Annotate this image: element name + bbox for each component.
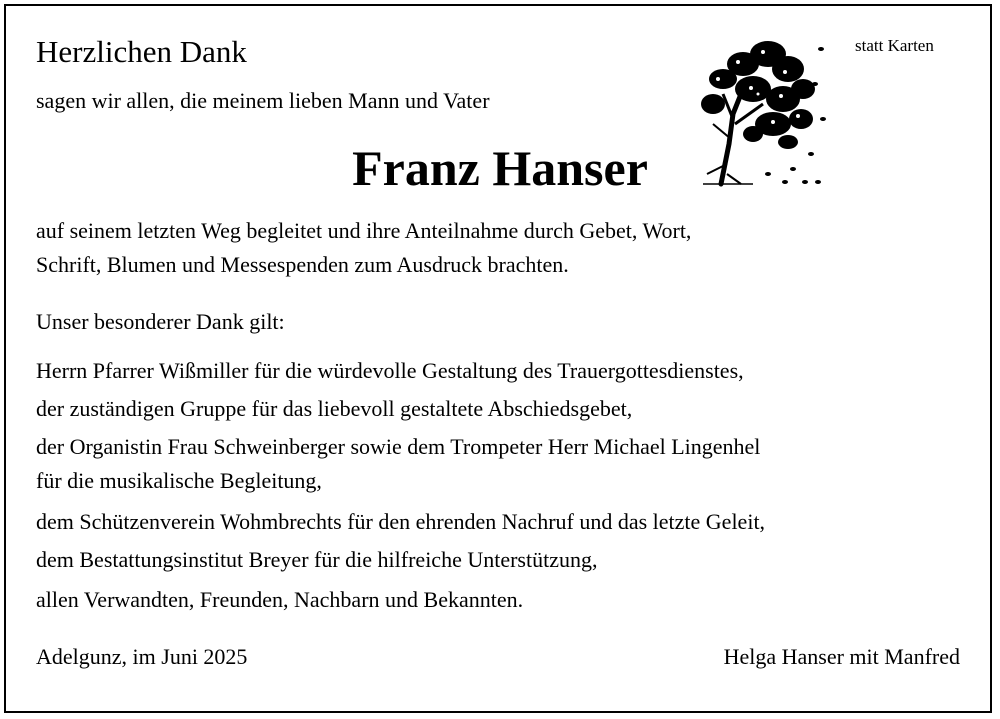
stamp-text: statt Karten [855, 36, 934, 55]
thanks-line: der Organistin Frau Schweinberger sowie dem Trompeter Herr Michael Lingenhel [36, 434, 761, 459]
intro-text: sagen wir allen, die meinem lieben Mann und Vater [36, 88, 490, 113]
thanks-line: dem Bestattungsinstitut Breyer für die hilfreiche Unterstützung, [36, 547, 598, 572]
body-line: Schrift, Blumen und Messespenden zum Ausdruck brachten. [36, 252, 569, 277]
heading: Herzlichen Dank [36, 34, 247, 69]
thanks-intro: Unser besonderer Dank gilt: [36, 309, 285, 334]
thanks-line: Herrn Pfarrer Wißmiller für die würdevolle Gestaltung des Trauergottesdienstes, [36, 358, 744, 383]
signature: Helga Hanser mit Manfred [723, 644, 960, 669]
deceased-name: Franz Hanser [352, 140, 648, 196]
windblown-tree-icon [693, 24, 838, 194]
place-date: Adelgunz, im Juni 2025 [36, 644, 248, 669]
thanks-line: der zuständigen Gruppe für das liebevoll gestaltete Abschiedsgebet, [36, 396, 633, 421]
thanks-line: allen Verwandten, Freunden, Nachbarn und Bekannten. [36, 587, 524, 612]
body-line: auf seinem letzten Weg begleitet und ihre Anteilnahme durch Gebet, Wort, [36, 218, 692, 243]
thanks-line: für die musikalische Begleitung, [36, 468, 322, 493]
thanks-line: dem Schützenverein Wohmbrechts für den ehrenden Nachruf und das letzte Geleit, [36, 509, 766, 534]
